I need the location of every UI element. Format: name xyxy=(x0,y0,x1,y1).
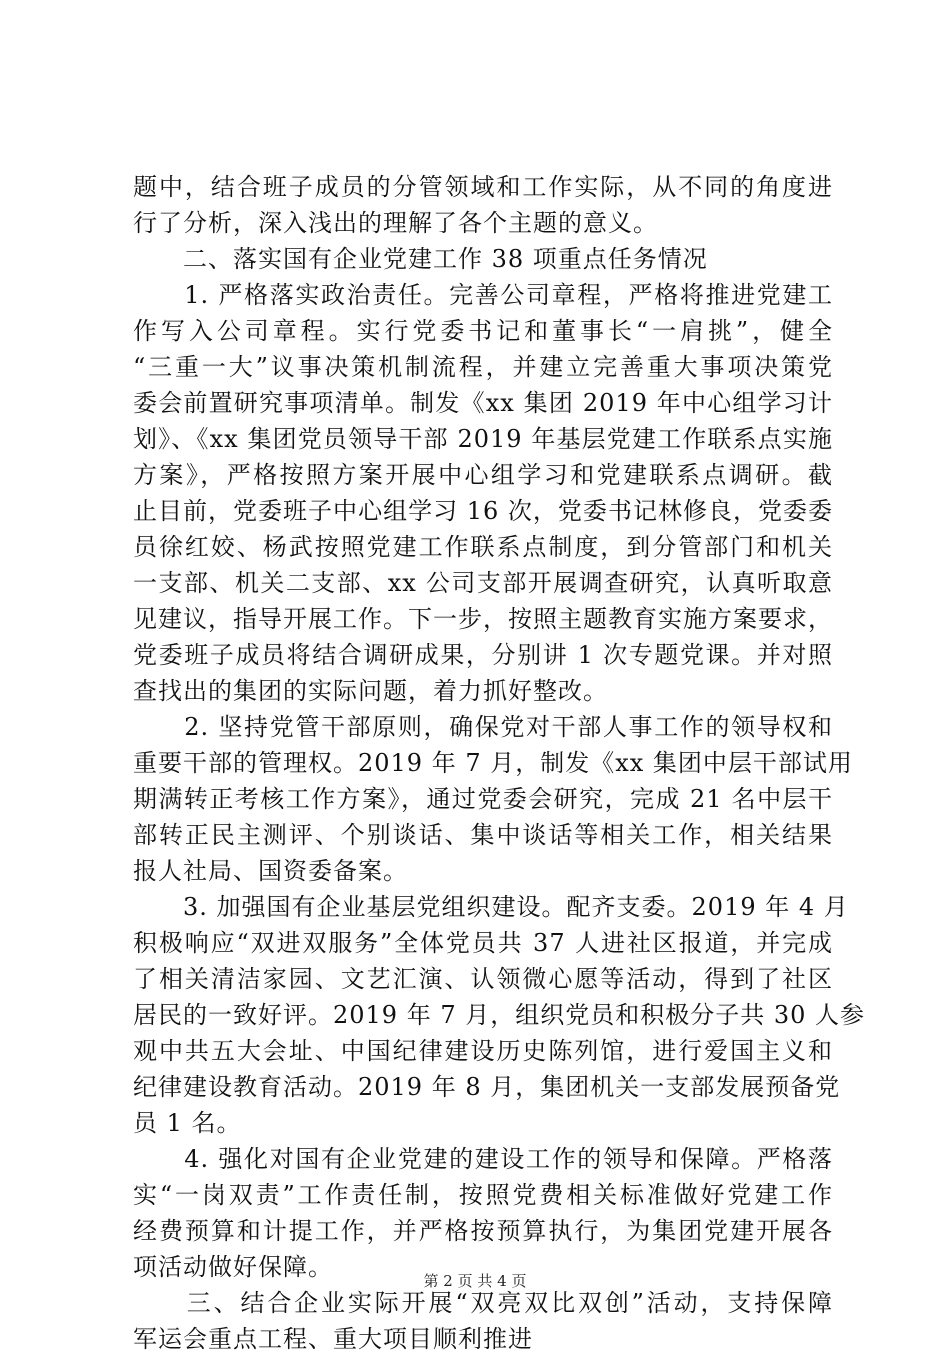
text-line: 部转正民主测评、个别谈话、集中谈话等相关工作，相关结果 xyxy=(133,821,833,849)
text-line: 划》、《xx 集团党员领导干部 2019 年基层党建工作联系点实施 xyxy=(133,425,833,453)
text-line: 军运会重点工程、重大项目顺利推进 xyxy=(133,1325,533,1353)
text-line: 见建议，指导开展工作。下一步，按照主题教育实施方案要求， xyxy=(133,605,833,633)
text-line: 居民的一致好评。2019 年 7 月，组织党员和积极分子共 30 人参 xyxy=(133,1001,866,1029)
text-line: 一支部、机关二支部、xx 公司支部开展调查研究，认真听取意 xyxy=(133,569,833,597)
text-line: 员徐红姣、杨武按照党建工作联系点制度，到分管部门和机关 xyxy=(133,533,833,561)
text-line: 委会前置研究事项清单。制发《xx 集团 2019 年中心组学习计 xyxy=(133,389,833,417)
text-line: 二、落实国有企业党建工作 38 项重点任务情况 xyxy=(133,245,708,273)
text-line: 纪律建设教育活动。2019 年 8 月，集团机关一支部发展预备党 xyxy=(133,1073,841,1101)
text-line: 经费预算和计提工作，并严格按预算执行，为集团党建开展各 xyxy=(133,1217,833,1245)
text-line: 3. 加强国有企业基层党组织建设。配齐支委。2019 年 4 月 xyxy=(133,893,849,921)
text-line: 重要干部的管理权。2019 年 7 月，制发《xx 集团中层干部试用 xyxy=(133,749,853,777)
text-line: 题中，结合班子成员的分管领域和工作实际，从不同的角度进 xyxy=(133,173,833,201)
text-line: 党委班子成员将结合调研成果，分别讲 1 次专题党课。并对照 xyxy=(133,641,833,669)
text-line: 作写入公司章程。实行党委书记和董事长“一肩挑”，健全 xyxy=(133,317,833,345)
text-line: 期满转正考核工作方案》，通过党委会研究，完成 21 名中层干 xyxy=(133,785,833,813)
text-line: 止目前，党委班子中心组学习 16 次，党委书记林修良，党委委 xyxy=(133,497,833,525)
text-line: 1. 严格落实政治责任。完善公司章程，严格将推进党建工 xyxy=(133,281,833,309)
page-footer: 第 2 页 共 4 页 xyxy=(423,1272,527,1290)
text-line: 实“一岗双责”工作责任制，按照党费相关标准做好党建工作 xyxy=(133,1181,833,1209)
text-line: 观中共五大会址、中国纪律建设历史陈列馆，进行爱国主义和 xyxy=(133,1037,833,1065)
text-line: 了相关清洁家园、文艺汇演、认领微心愿等活动，得到了社区 xyxy=(133,965,833,993)
text-line: 行了分析，深入浅出的理解了各个主题的意义。 xyxy=(133,209,658,237)
text-line: 4. 强化对国有企业党建的建设工作的领导和保障。严格落 xyxy=(133,1145,833,1173)
text-line: 积极响应“双进双服务”全体党员共 37 人进社区报道，并完成 xyxy=(133,929,833,957)
text-line: 报人社局、国资委备案。 xyxy=(133,857,408,885)
text-line: 员 1 名。 xyxy=(133,1109,242,1137)
text-line: 2. 坚持党管干部原则，确保党对干部人事工作的领导权和 xyxy=(133,713,833,741)
text-line: 查找出的集团的实际问题，着力抓好整改。 xyxy=(133,677,608,705)
text-line: 方案》，严格按照方案开展中心组学习和党建联系点调研。截 xyxy=(133,461,833,489)
text-line: “三重一大”议事决策机制流程，并建立完善重大事项决策党 xyxy=(133,353,833,381)
text-line: 项活动做好保障。 xyxy=(133,1253,333,1281)
text-line: 三、结合企业实际开展“双亮双比双创”活动，支持保障 xyxy=(133,1289,833,1317)
document-body xyxy=(133,169,866,1357)
